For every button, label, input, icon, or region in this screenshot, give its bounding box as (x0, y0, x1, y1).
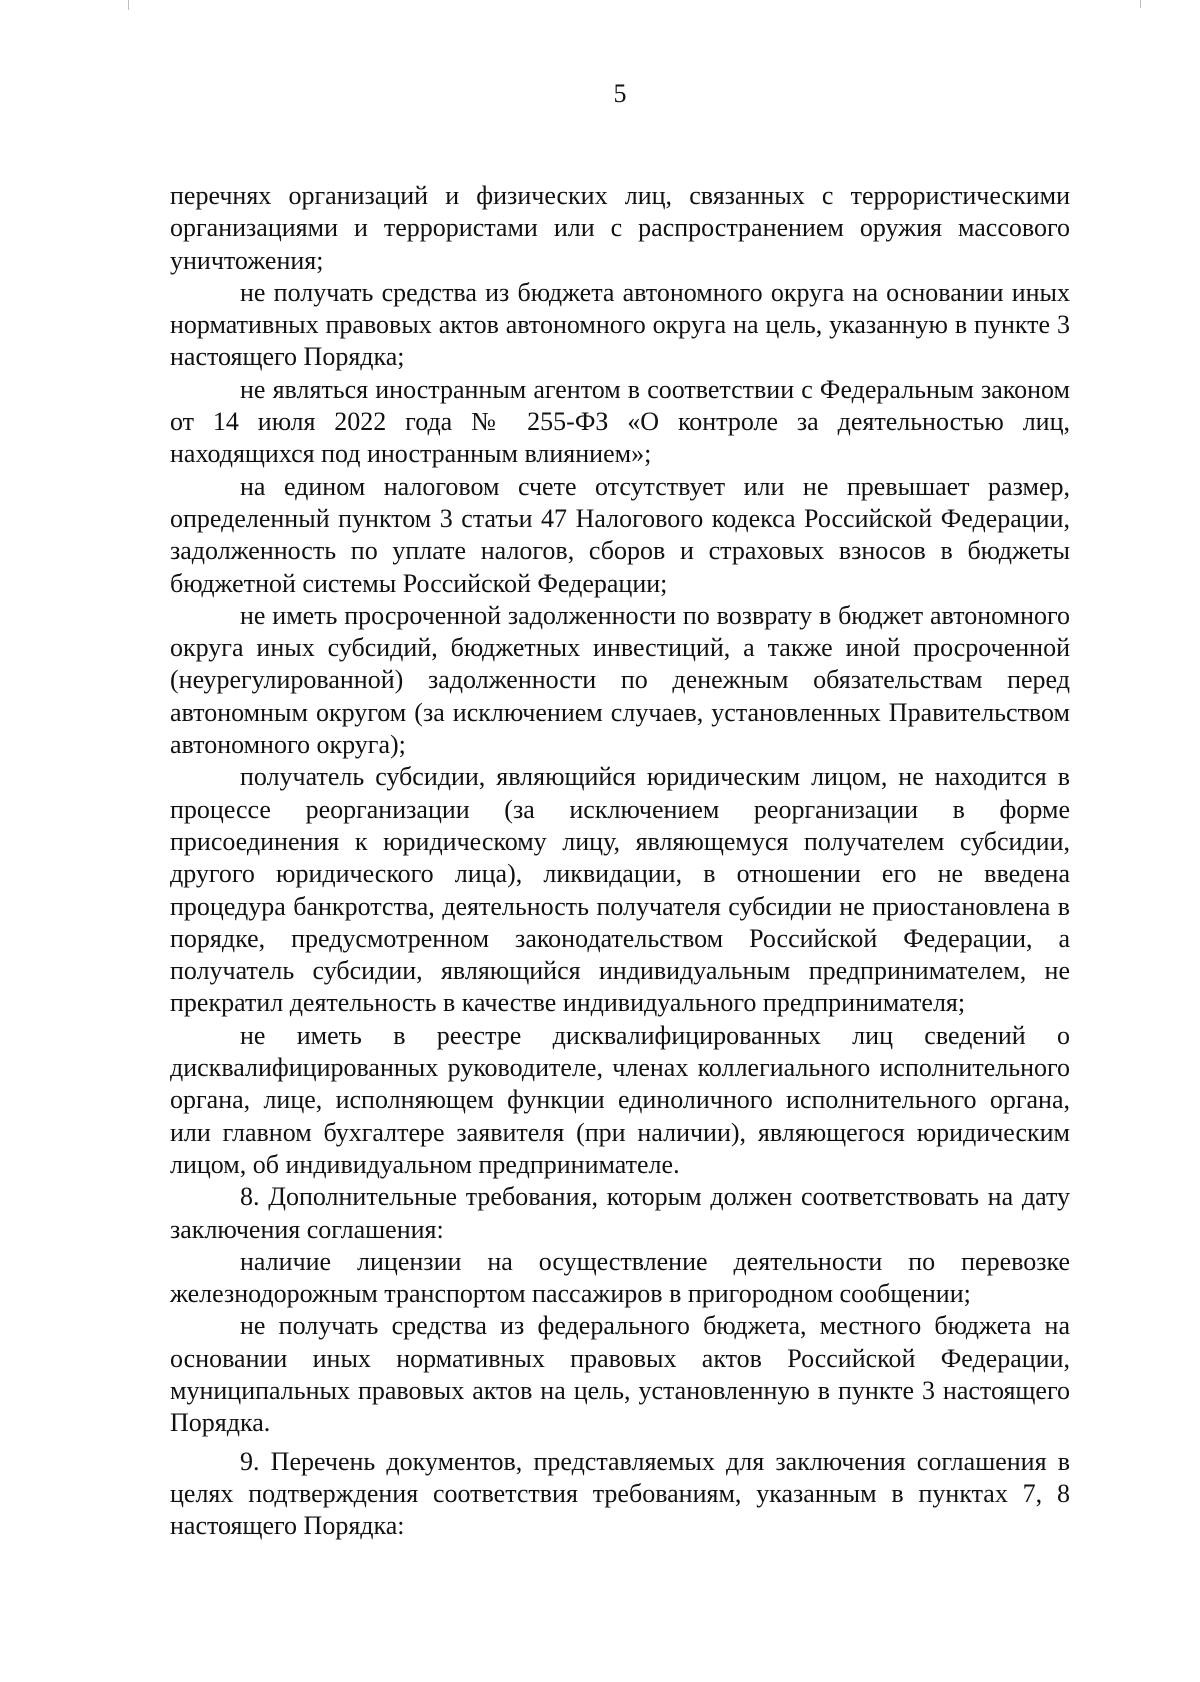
paragraph-tax-account-debt: на едином налоговом счете отсутствует или не превышает размер, определенный пунктом 3 статьи 47 Налогового кодекса Российской Федерации, задолженность по уплате налогов, сборов и страховых взносов в бюджеты бюджетной системы Российской Федерации; (170, 471, 1070, 598)
paragraph-no-federal-local-funds: не получать средства из федерального бюджета, местного бюджета на основании иных нормативных правовых актов Российской Федерации, муниципальных правовых актов на цель, установленную в пункте 3 настоящего Порядка. (170, 1311, 1070, 1438)
paragraph-license-requirement: наличие лицензии на осуществление деятельности по перевозке железнодорожным транспортом пассажиров в пригородном сообщении; (170, 1246, 1070, 1309)
paragraph-not-foreign-agent: не являться иностранным агентом в соответствии с Федеральным законом от 14 июля 2022 года № 255-ФЗ «О контроле за деятельностью лиц, находящихся под иностранным влиянием»; (170, 374, 1070, 469)
paragraph-no-district-budget-funds: не получать средства из бюджета автономного округа на основании иных нормативных правовых актов автономного округа на цель, указанную в пункте 3 настоящего Порядка; (170, 277, 1070, 372)
document-body (170, 180, 1070, 1542)
paragraph-clause-9-document-list: 9. Перечень документов, представляемых для заключения соглашения в целях подтверждения соответствия требованиям, указанным в пунктах 7, 8 настоящего Порядка: (170, 1446, 1070, 1541)
scan-artifact-top-right (1140, 0, 1141, 8)
scan-artifact-top-left (128, 0, 129, 10)
paragraph-sanctions-lists-continuation: перечнях организаций и физических лиц, связанных с террористическими организациями и террористами или с распространением оружия массового уничтожения; (170, 181, 1070, 275)
paragraph-no-reorganization: получатель субсидии, являющийся юридическим лицом, не находится в процессе реорганизации (за исключением реорганизации в форме присоединения к юридическому лицу, являющемуся получателем субсидии, другого юридического лица), ликвидации, в отношении его не введена процедура банкротства, деятельность получателя субсидии не приостановлена в порядке, предусмотренном законодательством Российской Федерации, а получатель субсидии, являющийся индивидуальным предпринимателем, не прекратил деятельность в качестве индивидуального предпринимателя; (170, 762, 1070, 1018)
page-number: 5 (613, 79, 627, 108)
paragraph-disqualified-persons-registry: не иметь в реестре дисквалифицированных лиц сведений о дисквалифицированных руководителе, членах коллегиального исполнительного органа, лице, исполняющем функции единоличного исполнительного органа, или главном бухгалтере заявителя (при наличии), являющегося юридическим лицом, об индивидуальном предпринимателе. (170, 1020, 1070, 1179)
paragraph-clause-8-additional-requirements: 8. Дополнительные требования, которым должен соответствовать на дату заключения соглашения: (170, 1182, 1070, 1244)
paragraph-no-overdue-debt: не иметь просроченной задолженности по возврату в бюджет автономного округа иных субсидий, бюджетных инвестиций, а также иной просроченной (неурегулированной) задолженности по денежным обязательствам перед автономным округом (за исключением случаев, установленных Правительством автономного округа); (170, 600, 1070, 760)
